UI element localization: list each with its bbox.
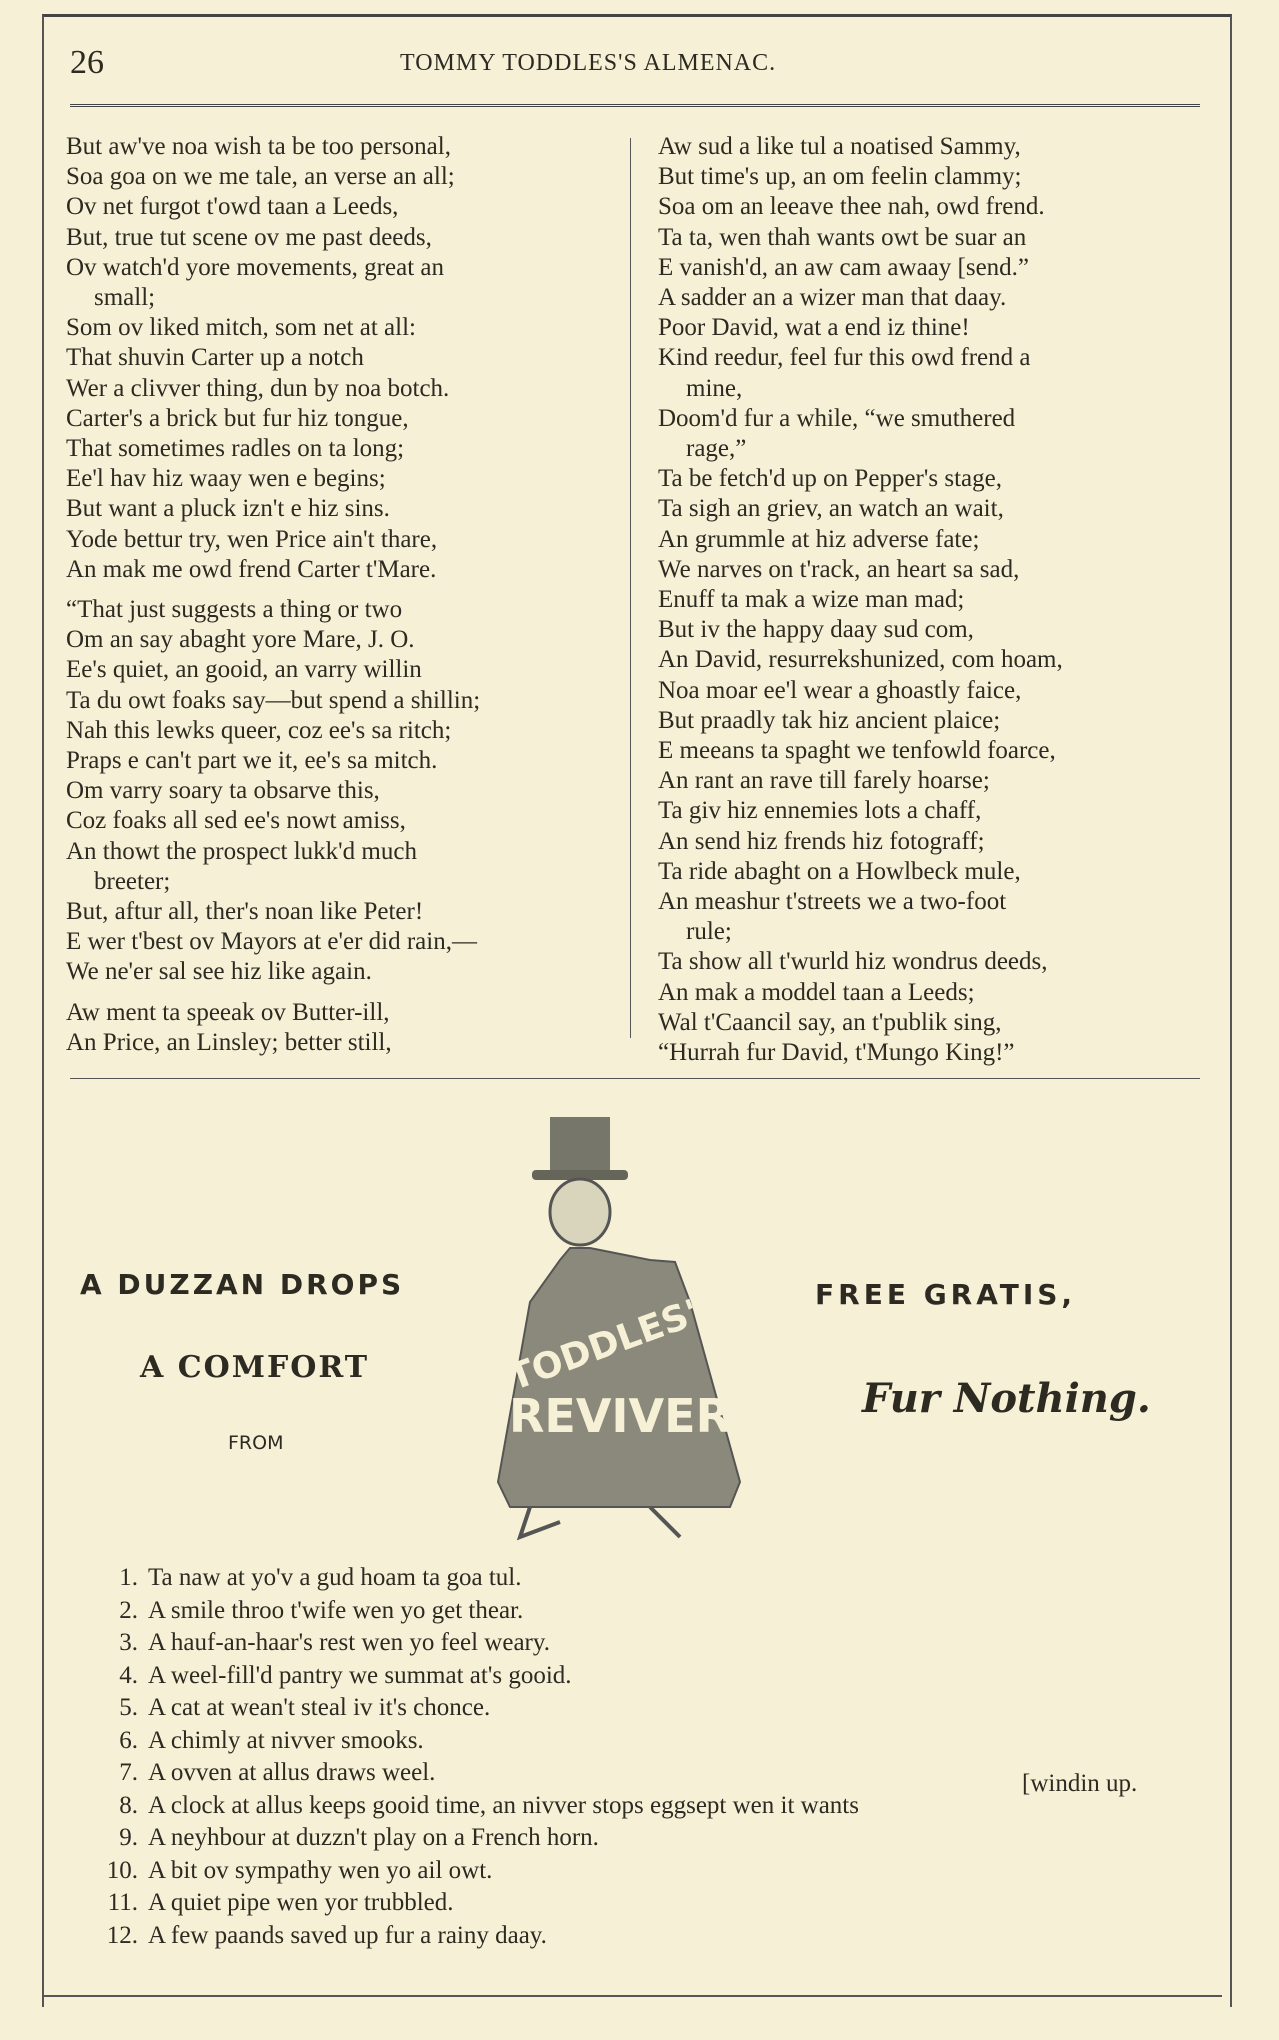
- poem-line: But iv the happy daay sud com,: [658, 616, 974, 644]
- list-text: A quiet pipe wen yor trubbled.: [148, 1889, 454, 1916]
- poem-line: Yode bettur try, wen Price ain't thare,: [66, 525, 438, 553]
- poem-line: Praps e can't part we it, ee's sa mitch.: [66, 747, 438, 775]
- poem-line: “That just suggests a thing or two: [66, 596, 403, 624]
- advert-right-line2: Fur Nothing.: [862, 1375, 1151, 1422]
- list-item: [94, 1562, 1204, 1595]
- list-number: 4.: [119, 1661, 138, 1689]
- list-number: 9.: [119, 1824, 138, 1851]
- poem-line: Nah this lewks queer, coz ee's sa ritch;: [66, 716, 452, 744]
- top-hat-crown: [550, 1117, 610, 1175]
- poem-line: We ne'er sal see hiz like again.: [66, 958, 372, 986]
- list-text: A clock at allus keeps gooid time, an nivver stops eggsept wen it wants: [148, 1791, 859, 1819]
- poem-line: Ta ride abaght on a Howlbeck mule,: [658, 857, 1021, 885]
- poem-line: E wer t'best ov Mayors at e'er did rain,—: [66, 928, 477, 956]
- poem-line: rage,”: [686, 435, 747, 463]
- poem-line: breeter;: [94, 867, 171, 895]
- poem-line: Carter's a brick but fur hiz tongue,: [66, 404, 409, 432]
- list-item: [94, 1660, 1204, 1693]
- list-text: A neyhbour at duzzn't play on a French horn.: [148, 1824, 599, 1851]
- numbered-list: [94, 1562, 1204, 1952]
- poem-line: Doom'd fur a while, “we smuthered: [658, 404, 1016, 432]
- poem-line: Poor David, wat a end iz thine!: [658, 314, 970, 342]
- poem-line: Ta du owt foaks say—but spend a shillin;: [66, 686, 481, 714]
- list-item: [94, 1920, 1204, 1953]
- poem-line: mine,: [686, 374, 743, 402]
- list-item: [94, 1887, 1204, 1920]
- poem-line: An David, resurrekshunized, com hoam,: [658, 646, 1063, 674]
- list-number: 8.: [119, 1791, 138, 1819]
- poem-line: Wer a clivver thing, dun by noa botch.: [66, 374, 450, 402]
- list-text: Ta naw at yo'v a gud hoam ta goa tul.: [148, 1564, 522, 1591]
- reviver-bottle-illustration: [490, 1112, 790, 1542]
- list-item: [94, 1725, 1204, 1758]
- advert-left-line1: A DUZZAN DROPS: [80, 1268, 405, 1301]
- list-text: A cat at wean't steal iv it's chonce.: [148, 1694, 491, 1721]
- list-text: A weel-fill'd pantry we summat at's gooid.: [148, 1661, 572, 1689]
- poem-line: Ta be fetch'd up on Pepper's stage,: [658, 465, 1002, 493]
- poem-line: Enuff ta mak a wize man mad;: [658, 586, 965, 614]
- poem-line: Ov watch'd yore movements, great an: [66, 253, 444, 281]
- list-text: A smile throo t'wife wen yo get thear.: [148, 1596, 524, 1624]
- poem-line: Som ov liked mitch, som net at all:: [66, 314, 416, 342]
- poem-line: Ta sigh an griev, an watch an wait,: [658, 495, 1004, 523]
- poem-line: An send hiz frends hiz fotograff;: [658, 827, 985, 855]
- poem-line: An rant an rave till farely hoarse;: [658, 767, 990, 795]
- poem-line: Soa goa on we me tale, an verse an all;: [66, 163, 455, 191]
- list-text: A hauf-an-haar's rest wen yo feel weary.: [148, 1629, 551, 1656]
- poem-left-column: [66, 132, 611, 1058]
- poem-line: But want a pluck izn't e hiz sins.: [66, 495, 390, 523]
- bottom-rule: [42, 1995, 1222, 1997]
- poem-line: Soa om an leeave thee nah, owd frend.: [658, 193, 1045, 221]
- poem-line: Ee's quiet, an gooid, an varry willin: [66, 656, 422, 684]
- face: [550, 1179, 610, 1245]
- poem-line: Ee'l hav hiz waay wen e begins;: [66, 465, 386, 493]
- advert-right-line1: FREE GRATIS,: [815, 1278, 1077, 1311]
- list-number: 6.: [119, 1726, 138, 1754]
- running-title: TOMMY TODDLES'S ALMENAC.: [400, 50, 777, 76]
- poem-line: Aw ment ta speeak ov Butter-ill,: [66, 998, 390, 1026]
- poem-line: An meashur t'streets we a two-foot: [658, 888, 1007, 916]
- poem-line: small;: [94, 284, 156, 312]
- poem-line: Coz foaks all sed ee's nowt amiss,: [66, 807, 406, 835]
- poem-line: Ta giv hiz ennemies lots a chaff,: [658, 797, 982, 825]
- column-divider: [630, 138, 631, 1038]
- list-item: [94, 1855, 1204, 1888]
- poem-line: An mak a moddel taan a Leeds;: [658, 978, 975, 1006]
- header-rule: [70, 104, 1200, 107]
- poem-line: E meeans ta spaght we tenfowld foarce,: [658, 737, 1056, 765]
- advert-left-line2: A COMFORT: [140, 1350, 370, 1385]
- list-number: 7.: [119, 1759, 138, 1786]
- list-text: A ovven at allus draws weel.: [148, 1759, 436, 1786]
- list-number: 1.: [119, 1564, 138, 1591]
- poem-line: But time's up, an om feelin clammy;: [658, 163, 1022, 191]
- list-number: 10.: [106, 1856, 138, 1884]
- page-number: 26: [70, 44, 104, 81]
- poem-line: “Hurrah fur David, t'Mungo King!”: [658, 1039, 1015, 1067]
- list-number: 3.: [119, 1629, 138, 1656]
- poem-line: Wal t'Caancil say, an t'publik sing,: [658, 1008, 1002, 1036]
- poem-line: An Price, an Linsley; better still,: [66, 1028, 392, 1056]
- list-item: [94, 1627, 1204, 1660]
- list-text: A chimly at nivver smooks.: [148, 1726, 424, 1754]
- poem-line: An grummle at hiz adverse fate;: [658, 525, 980, 553]
- poem-line: rule;: [686, 918, 732, 946]
- list-item: [94, 1822, 1204, 1855]
- poem-line: That sometimes radles on ta long;: [66, 435, 405, 463]
- list-number: 5.: [119, 1694, 138, 1721]
- poem-line: An mak me owd frend Carter t'Mare.: [66, 555, 437, 583]
- poem-line: Noa moar ee'l wear a ghoastly faice,: [658, 676, 1022, 704]
- feet: [520, 1507, 680, 1537]
- stanza-gap: [66, 988, 611, 998]
- section-rule: [70, 1078, 1200, 1079]
- poem-line: Om varry soary ta obsarve this,: [66, 777, 380, 805]
- poem-line: We narves on t'rack, an heart sa sad,: [658, 555, 1020, 583]
- list-number: 2.: [119, 1596, 138, 1624]
- poem-line: Kind reedur, feel fur this owd frend a: [658, 344, 1031, 372]
- list-continuation: [windin up.: [1022, 1770, 1138, 1797]
- poem-line: But aw've noa wish ta be too personal,: [66, 133, 451, 160]
- bottle-label-reviver: REVIVER: [508, 1389, 732, 1443]
- poem-line: But, aftur all, ther's noan like Peter!: [66, 898, 424, 926]
- list-item: [94, 1595, 1204, 1628]
- advert-left-line3: FROM: [228, 1432, 284, 1454]
- poem-line: Om an say abaght yore Mare, J. O.: [66, 626, 415, 654]
- poem-line: Ta show all t'wurld hiz wondrus deeds,: [658, 948, 1048, 976]
- poem-line: An thowt the prospect lukk'd much: [66, 837, 417, 865]
- list-text: A bit ov sympathy wen yo ail owt.: [148, 1856, 493, 1884]
- poem-line: But, true tut scene ov me past deeds,: [66, 223, 432, 251]
- poem-line: That shuvin Carter up a notch: [66, 344, 364, 372]
- poem-line: Aw sud a like tul a noatised Sammy,: [658, 133, 1021, 160]
- list-item: [94, 1692, 1204, 1725]
- bottle-label-toddles: TODDLES'S: [503, 1283, 729, 1399]
- poem-line: A sadder an a wizer man that daay.: [658, 284, 1007, 312]
- poem-right-column: [658, 132, 1203, 1068]
- stanza-gap: [66, 585, 611, 595]
- list-text: A few paands saved up fur a rainy daay.: [148, 1921, 547, 1949]
- poem-line: Ov net furgot t'owd taan a Leeds,: [66, 193, 399, 221]
- list-number: 11.: [107, 1889, 138, 1916]
- poem-line: E vanish'd, an aw cam awaay [send.”: [658, 253, 1030, 281]
- poem-line: Ta ta, wen thah wants owt be suar an: [658, 223, 1027, 251]
- poem-line: But praadly tak hiz ancient plaice;: [658, 706, 1001, 734]
- list-number: 12.: [106, 1921, 138, 1949]
